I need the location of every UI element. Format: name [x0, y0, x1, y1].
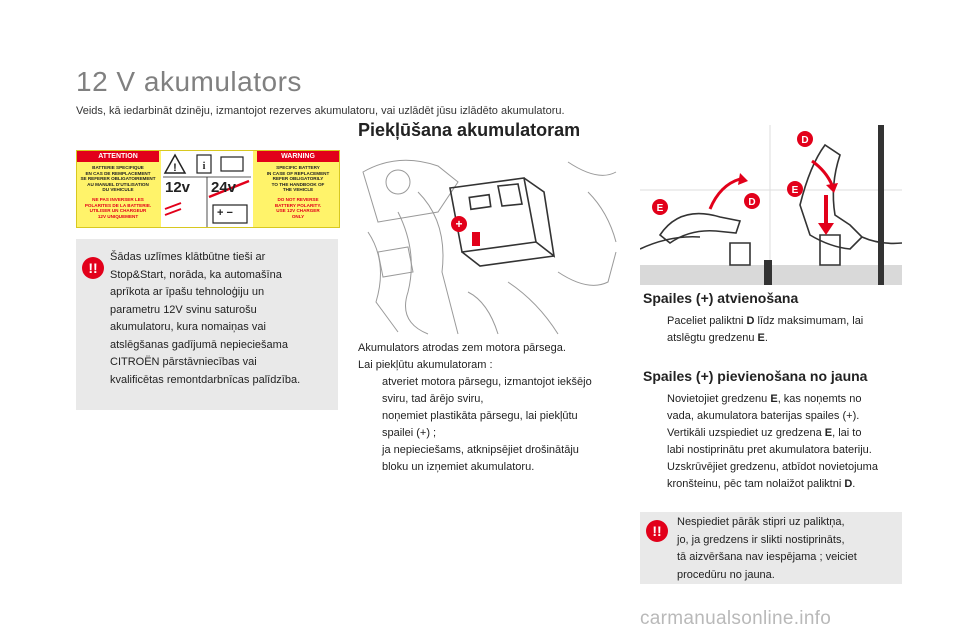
svg-text:D: D	[748, 197, 756, 208]
jumper-clamp-icon	[165, 203, 181, 215]
disconnect-step	[643, 313, 903, 347]
label-warning: WARNING	[257, 151, 339, 162]
label-right-title: SPECIFIC BATTERY IN CASE OF REPLACEMENT REFER OBLIGATORILY TO THE HANDBOOK OF THE VEHICLE	[266, 165, 330, 193]
reconnect-step-1: Novietojiet gredzenu E, kas noņemts no vada, akumulatora baterijas spailes (+).	[667, 393, 862, 422]
terminal-clamp-svg	[640, 125, 902, 285]
engine-bay-svg	[358, 152, 620, 338]
battery-warning-label	[76, 150, 340, 228]
label-left-title: BATTERIE SPECIFIQUE EN CAS DE REMPLACEMENT SE REFERER OBLIGATOIREMENT AU MANUEL D'UTILISATION DU VEHICULE	[80, 165, 156, 193]
svg-text:E: E	[656, 203, 664, 214]
disconnect-step-1: Paceliet paliktni D līdz maksimumam, lai atslēgtu gredzenu E.	[667, 315, 864, 344]
svg-text:E: E	[791, 185, 799, 196]
exclamation-icon: !!	[82, 257, 104, 279]
section-heading: Piekļūšana akumulatoram	[358, 120, 581, 140]
svg-text:i: i	[202, 161, 206, 172]
engine-bay-illustration	[358, 152, 620, 338]
clamp-right-body	[800, 145, 862, 249]
stop-start-note	[76, 239, 338, 410]
label-24v: 24v	[211, 179, 237, 196]
press-arrow-icon	[812, 161, 832, 185]
pressure-note-text: Nespiediet pārāk stipri uz paliktņa, jo, ja gredzens ir slikti nostiprināts, tā aizvēršana nav iespējama ; veiciet procedūru no jauna.	[677, 516, 857, 581]
watermark: carmanualsonline.info	[640, 608, 832, 629]
reconnect-step-2: Vertikāli uzspiediet uz gredzena E, lai to labi nostiprinātu pret akumulatora bateriju.	[667, 427, 872, 456]
label-right-warning: DO NOT REVERSE BATTERY POLARITY. USE 12V CHARGER ONLY	[274, 197, 322, 219]
label-left-warning: NE PAS INVERSER LES POLARITES DE LA BATTERIE. UTILISER UN CHARGEUR 12V UNIQUEMENT	[84, 197, 152, 219]
label-pictograms	[161, 151, 253, 227]
reconnect-steps	[643, 391, 905, 493]
access-intro: Akumulators atrodas zem motora pārsega. Lai piekļūtu akumulatoram :	[358, 342, 566, 371]
terminal-clamp-illustration	[640, 125, 902, 285]
stop-start-note-text: Šādas uzlīmes klātbūtne tieši ar Stop&Start, norāda, ka automašīna aprīkota ar īpašu tehnoloģiju un parametru 12V svinu saturošu akumulatoru, kura nomaiņas vai atslēgšanas gadījumā nepieciešama CITROËN pārstāvniecības vai kvalificētas remontdarbnīcas palīdzība.	[110, 251, 301, 386]
reconnect-step-3: Uzskrūvējiet gredzenu, atbīdot novietojuma kronšteinu, pēc tam nolaižot paliktni D.	[667, 461, 878, 490]
label-12v: 12v	[165, 179, 191, 196]
svg-text:+: +	[455, 217, 463, 231]
terminal-cover-red	[472, 232, 480, 246]
access-steps	[358, 374, 620, 476]
svg-text:!: !	[173, 162, 177, 174]
lift-arrow-icon	[710, 179, 740, 209]
pressure-note	[640, 512, 902, 584]
label-plus-minus: + −	[217, 207, 233, 219]
svg-text:D: D	[801, 135, 809, 146]
access-step-3: ja nepieciešams, atknipsējiet drošinātāju bloku un izņemiet akumulatoru.	[382, 444, 579, 473]
exclamation-icon: !!	[646, 520, 668, 542]
page-subtitle: Veids, kā iedarbināt dzinēju, izmantojot rezerves akumulatoru, vai uzlādēt jūsu izlādēto akumulatoru.	[76, 105, 565, 117]
label-attention: ATTENTION	[77, 151, 159, 162]
access-step-2: noņemiet plastikāta pārsegu, lai piekļūtu spailei (+) ;	[382, 410, 578, 439]
reconnect-heading: Spailes (+) pievienošana no jauna	[643, 368, 868, 384]
battery-icon	[221, 157, 243, 171]
disconnect-heading: Spailes (+) atvienošana	[643, 290, 799, 306]
access-step-1: atveriet motora pārsegu, izmantojot iekšējo sviru, tad ārējo sviru,	[382, 376, 592, 405]
page-title: 12 V akumulators	[76, 66, 302, 97]
